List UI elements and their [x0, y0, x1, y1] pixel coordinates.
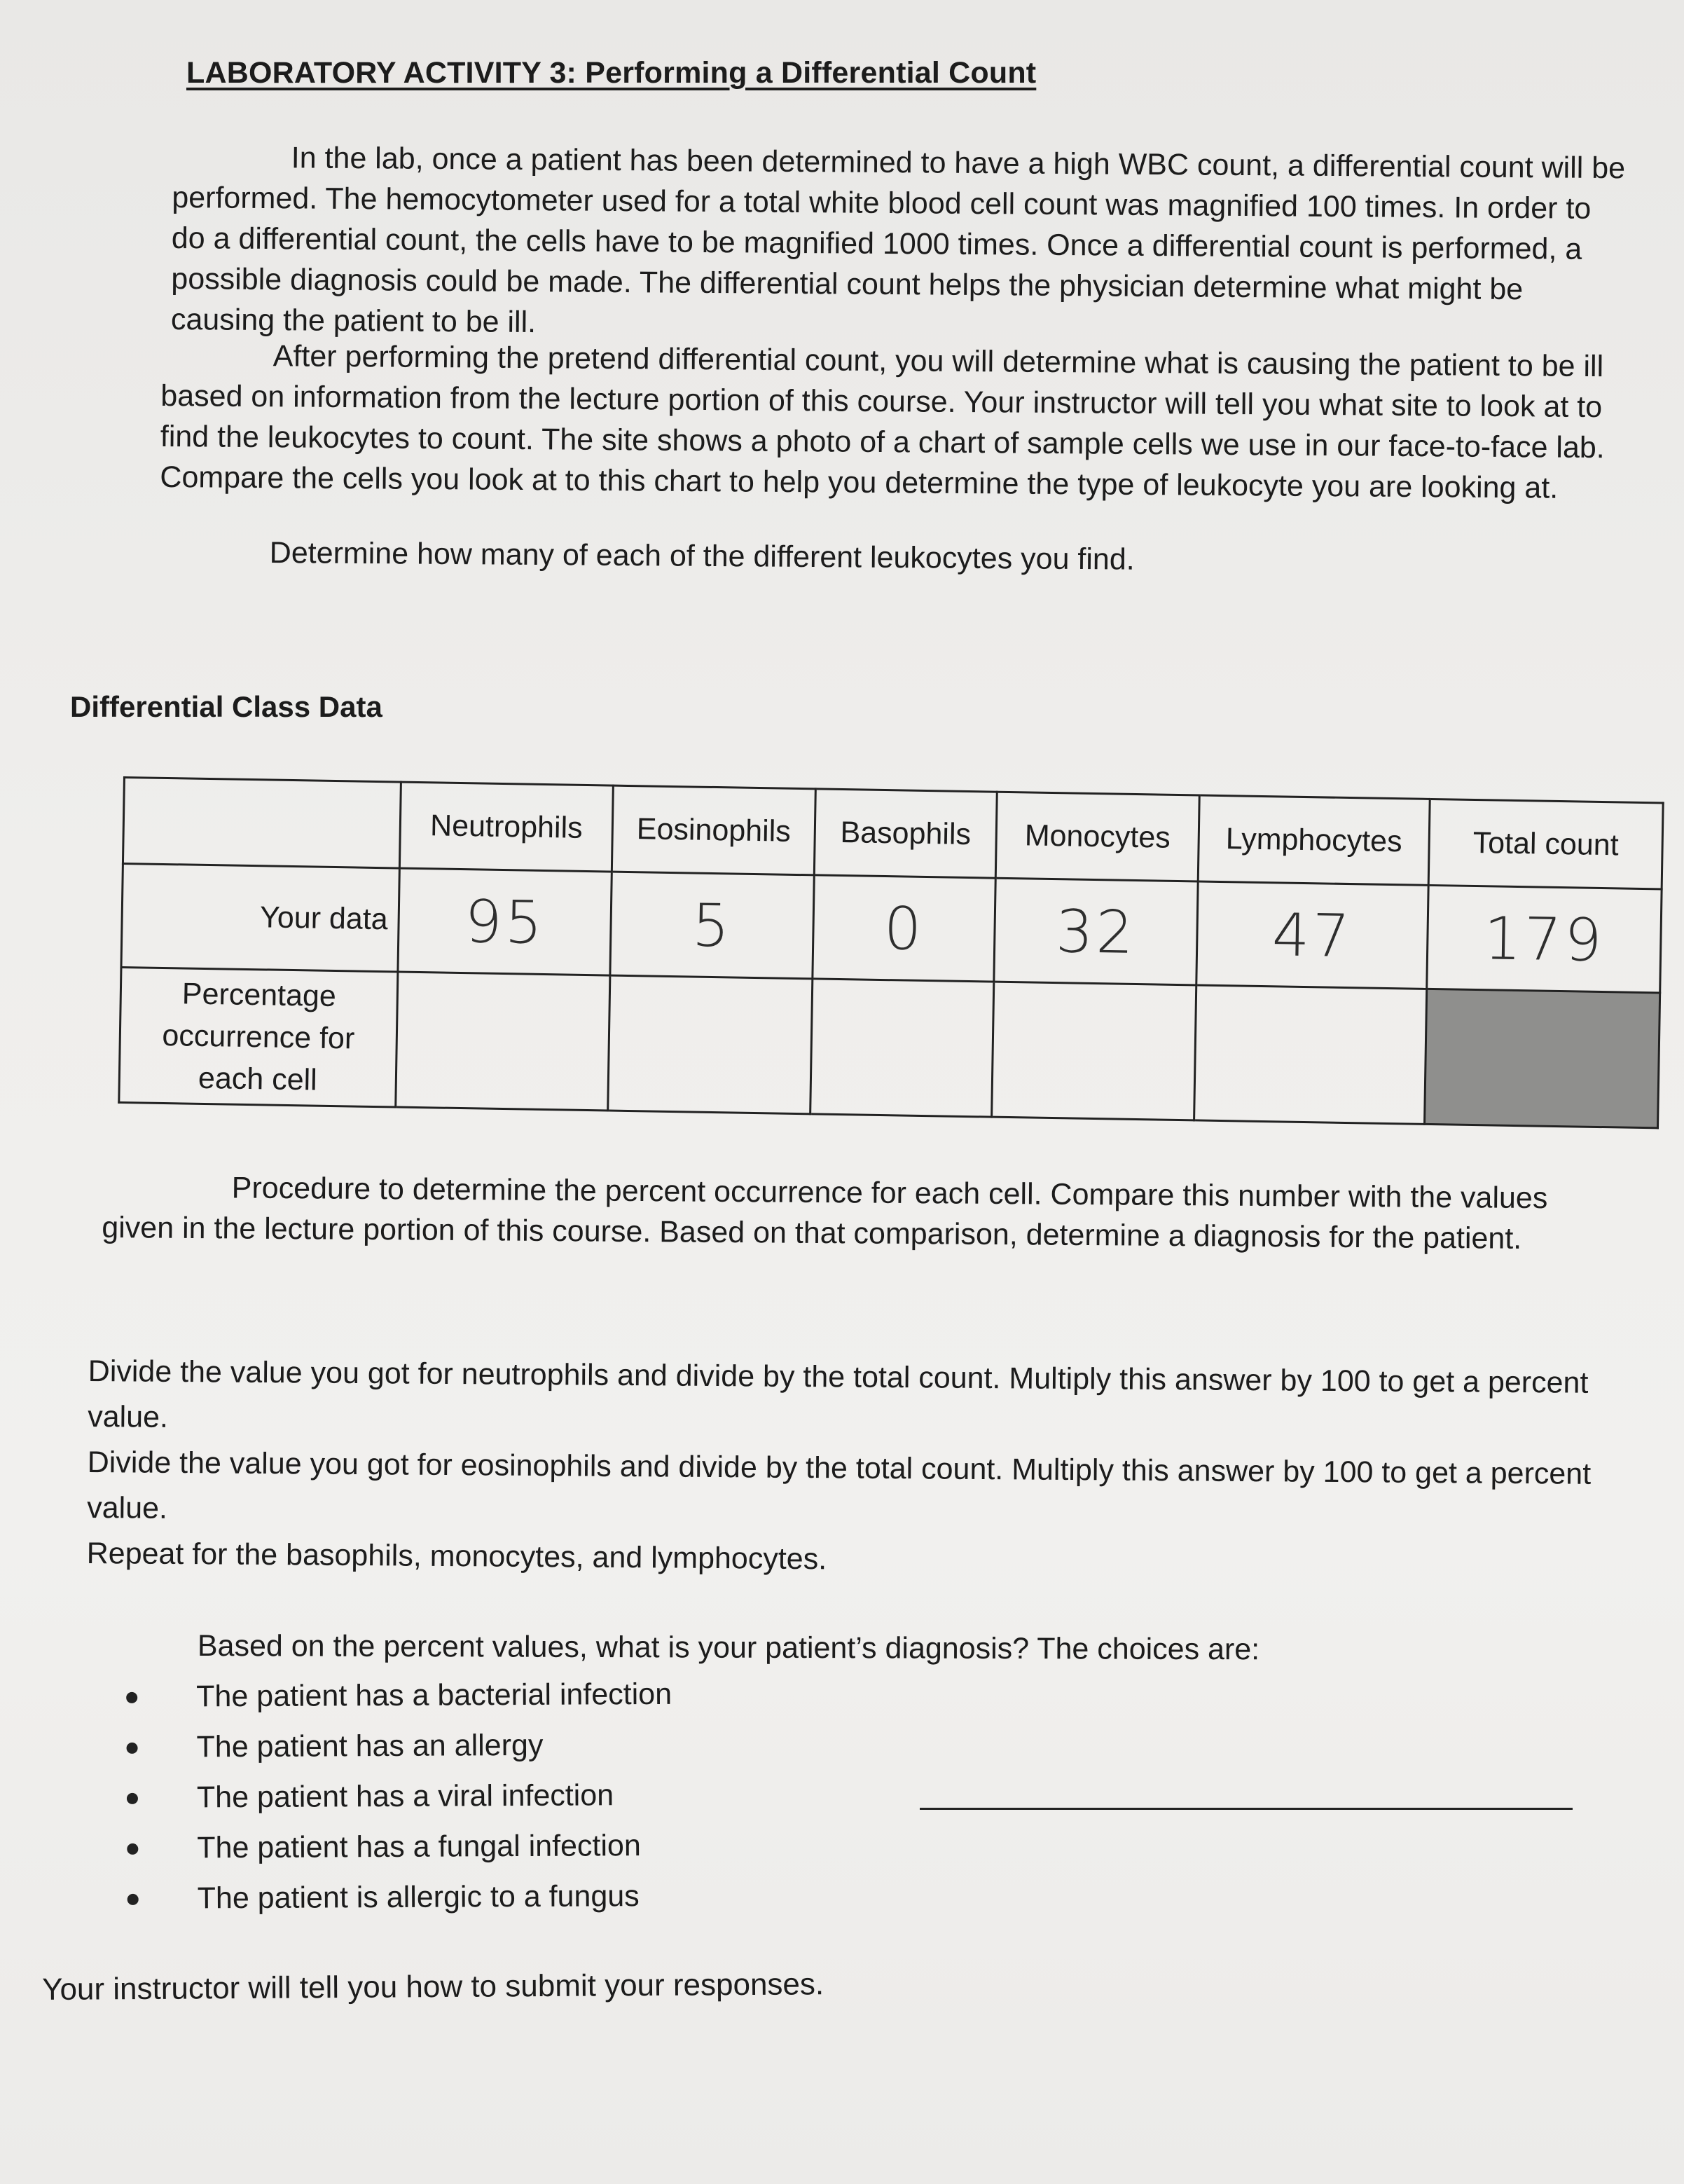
bullet-icon	[127, 1843, 138, 1855]
bullet-icon	[127, 1793, 138, 1804]
choice-item	[120, 1770, 672, 1823]
percentage-label-line-3: each cell	[198, 1061, 318, 1097]
bullet-icon	[127, 1743, 138, 1754]
intro-paragraph-1	[171, 137, 1629, 351]
choice-text: The patient has a bacterial infection	[196, 1677, 672, 1714]
bullet-icon	[127, 1894, 139, 1905]
header-lymphocytes: Lymphocytes	[1198, 795, 1430, 885]
basophils-percent-cell[interactable]	[810, 979, 994, 1117]
differential-table-wrapper	[118, 776, 1664, 1129]
lymphocytes-percent-cell[interactable]	[1194, 985, 1427, 1124]
neutrophils-percent-cell[interactable]	[396, 972, 610, 1111]
activity-title: LABORATORY ACTIVITY 3: Performing a Differential Count	[186, 56, 1037, 90]
header-total-count: Total count	[1428, 799, 1663, 889]
header-neutrophils: Neutrophils	[399, 782, 613, 872]
monocytes-count[interactable]: 32	[994, 878, 1198, 985]
header-basophils: Basophils	[814, 789, 997, 878]
submission-note: Your instructor will tell you how to submit your responses.	[42, 1967, 824, 2007]
header-eosinophils: Eosinophils	[612, 785, 815, 875]
differential-table	[118, 776, 1664, 1129]
choice-text: The patient is allergic to a fungus	[197, 1879, 640, 1916]
choice-text: The patient has a viral infection	[196, 1778, 614, 1815]
procedure-paragraph-text: Procedure to determine the percent occurrence for each cell. Compare this number with the values given in the lecture portion of this course. Based on that comparison, determine a diagnosis for the patient.	[102, 1171, 1548, 1256]
diagnosis-question: Based on the percent values, what is your patient’s diagnosis? The choices are:	[197, 1629, 1260, 1667]
intro-paragraph-2	[160, 335, 1618, 509]
eosinophils-count[interactable]: 5	[610, 872, 814, 979]
choice-item	[120, 1871, 673, 1924]
procedure-step-3: Repeat for the basophils, monocytes, and lymphocytes.	[86, 1536, 827, 1577]
procedure-step-2: Divide the value you got for eosinophils and divide by the total count. Multiply this answer by 100 to get a percent value.	[87, 1445, 1592, 1525]
neutrophils-count[interactable]: 95	[398, 868, 612, 975]
intro-paragraph-2-text: After performing the pretend differential count, you will determine what is causing the patient to be ill based on information from the lecture portion of this course. Your instructor will tell you what site to look at to find the leukocytes to count. The site shows a photo of a chart of sample cells we use in our face-to-face lab. Compare the cells you look at to this chart to help you determine the type of leukocyte you are looking at.	[160, 339, 1605, 505]
percentage-label-line-1: Percentage	[181, 977, 337, 1014]
choice-item	[119, 1719, 672, 1773]
intro-paragraph-1-text: In the lab, once a patient has been determined to have a high WBC count, a differential count will be performed. The hemocytometer used for a total white blood cell count was magnified 100 times. In order to do a differential count, the cells have to be magnified 1000 times. Once a differential count is performed, a possible diagnosis could be made. The differential count helps the physician determine what might be causing the patient to be ill.	[170, 141, 1626, 340]
total-count-value[interactable]: 179	[1427, 885, 1662, 993]
header-monocytes: Monocytes	[995, 792, 1199, 881]
total-percent-cell-shaded	[1425, 989, 1660, 1127]
section-heading: Differential Class Data	[70, 690, 382, 723]
percentage-row	[119, 967, 1660, 1127]
eosinophils-percent-cell[interactable]	[608, 975, 813, 1114]
bullet-icon	[126, 1692, 137, 1703]
monocytes-percent-cell[interactable]	[992, 982, 1196, 1120]
header-cell-empty	[123, 778, 401, 869]
percentage-label	[119, 967, 398, 1107]
procedure-steps	[86, 1349, 1622, 1588]
diagnosis-choices	[119, 1669, 673, 1924]
choice-item	[120, 1820, 672, 1874]
procedure-step-1: Divide the value you got for neutrophils and divide by the total count. Multiply this answer by 100 to get a percent value.	[88, 1354, 1589, 1434]
diagnosis-answer-line[interactable]	[920, 1808, 1573, 1810]
percentage-label-line-2: occurrence for	[162, 1018, 355, 1056]
choice-item	[119, 1669, 672, 1722]
basophils-count[interactable]: 0	[813, 875, 995, 982]
lymphocytes-count[interactable]: 47	[1196, 881, 1428, 989]
choice-text: The patient has an allergy	[196, 1728, 544, 1764]
your-data-label: Your data	[121, 864, 399, 973]
procedure-paragraph	[102, 1167, 1559, 1259]
intro-paragraph-3: Determine how many of each of the different leukocytes you find.	[269, 535, 1135, 577]
choice-text: The patient has a fungal infection	[197, 1829, 641, 1865]
